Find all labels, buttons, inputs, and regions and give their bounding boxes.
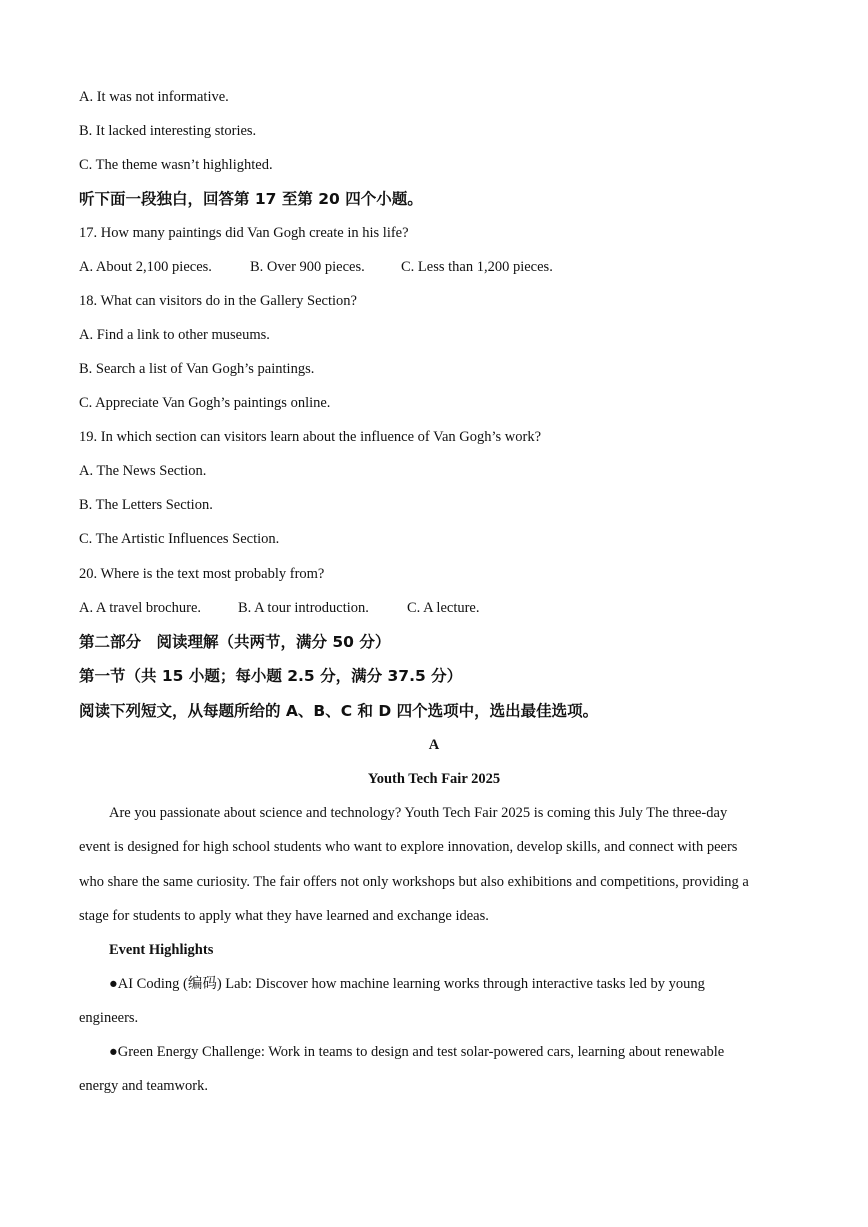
- q19-option-b: B. The Letters Section.: [79, 497, 213, 513]
- q19-question: 19. In which section can visitors learn about the influence of Van Gogh’s work?: [79, 429, 542, 445]
- paragraph-line-1: Are you passionate about science and technology? Youth Tech Fair 2025 is coming this July The three-day: [109, 805, 728, 821]
- q16-option-c: C. The theme wasn’t highlighted.: [79, 157, 273, 173]
- paragraph-line-2: event is designed for high school students who want to explore innovation, develop skills, and connect with peers: [79, 839, 738, 855]
- highlights-heading: Event Highlights: [109, 942, 214, 958]
- q20-option-b: B. A tour introduction.: [238, 600, 369, 616]
- part2-instruction: 阅读下列短文，从每题所给的 A、B、C 和 D 四个选项中，选出最佳选项。: [79, 702, 599, 720]
- q20-option-a: A. A travel brochure.: [79, 600, 202, 616]
- part2-title: 第二部分 阅读理解（共两节，满分 50 分）: [79, 633, 391, 651]
- highlight-2-line-1: ●Green Energy Challenge: Work in teams to design and test solar-powered cars, learning about renewable: [109, 1044, 725, 1060]
- q18-question: 18. What can visitors do in the Gallery Section?: [79, 293, 357, 309]
- paragraph-line-4: stage for students to apply what they have learned and exchange ideas.: [79, 908, 489, 924]
- highlight-1-line-1: ●AI Coding (编码) Lab: Discover how machine learning works through interactive tasks led by young: [109, 976, 705, 992]
- q20-option-c: C. A lecture.: [407, 600, 480, 616]
- passage-title: Youth Tech Fair 2025: [367, 771, 501, 787]
- q17-option-c: C. Less than 1,200 pieces.: [401, 259, 553, 275]
- part2-section1: 第一节（共 15 小题；每小题 2.5 分，满分 37.5 分）: [79, 667, 463, 685]
- q17-question: 17. How many paintings did Van Gogh create in his life?: [79, 225, 409, 241]
- highlight-1-line-2: engineers.: [79, 1010, 139, 1026]
- q16-option-b: B. It lacked interesting stories.: [79, 123, 257, 139]
- paragraph-line-3: who share the same curiosity. The fair offers not only workshops but also exhibitions and competitions, providing a: [79, 874, 749, 890]
- q17-option-b: B. Over 900 pieces.: [250, 259, 365, 275]
- q18-option-a: A. Find a link to other museums.: [79, 327, 270, 343]
- highlight-2-line-2: energy and teamwork.: [79, 1078, 208, 1094]
- q19-option-a: A. The News Section.: [79, 463, 207, 479]
- q16-option-a: A. It was not informative.: [79, 89, 229, 105]
- listening-instruction: 听下面一段独白，回答第 17 至第 20 四个小题。: [79, 190, 423, 208]
- q20-question: 20. Where is the text most probably from?: [79, 566, 325, 582]
- passage-letter: A: [428, 737, 440, 753]
- q18-option-b: B. Search a list of Van Gogh’s paintings.: [79, 361, 315, 377]
- q17-options: [79, 257, 553, 277]
- q19-option-c: C. The Artistic Influences Section.: [79, 531, 280, 547]
- q20-options: [79, 598, 480, 618]
- q18-option-c: C. Appreciate Van Gogh’s paintings online.: [79, 395, 331, 411]
- q17-option-a: A. About 2,100 pieces.: [79, 259, 212, 275]
